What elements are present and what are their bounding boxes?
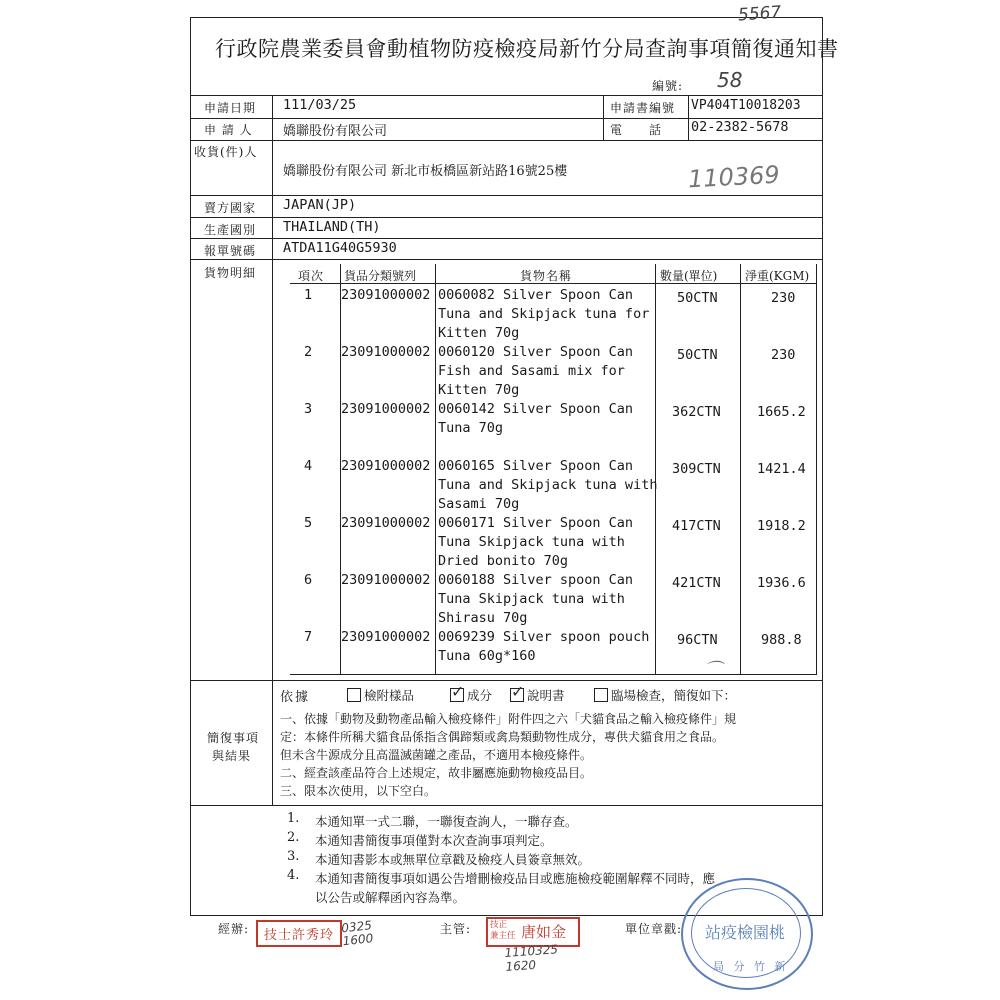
row-name: Fish and Sasami mix for [438,363,625,379]
checkbox-ingredients [450,688,464,702]
reply-line: 但未含牛源成分且高溫滅菌罐之產品，不適用本檢疫條件。 [280,748,593,762]
row-weight: 1421.4 [757,461,806,477]
row-name: 0060171 Silver Spoon Can [438,515,634,531]
supervisor-stamp-title: 技正 兼主任 [490,920,516,941]
unit-seal-label: 單位章戳: [625,922,683,936]
row-qty: 96CTN [677,632,718,648]
row-weight: 230 [771,290,796,306]
unit-seal [681,878,813,990]
row-name: 0060082 Silver Spoon Can [438,287,634,303]
note-number: 4. [287,868,300,883]
row-code: 23091000002 [341,458,431,474]
supervisor-handwritten: 1110325 1620 [504,942,559,974]
supervisor-stamp [486,917,580,947]
note-text: 本通知書簡復事項僅對本次查詢事項判定。 [315,833,553,848]
option-label: 說明書 [527,688,565,703]
app-no-label: 申請書編號 [610,101,676,115]
note-number: 2. [287,830,300,845]
col-header-code: 貨品分類號列 [344,269,417,283]
row-name: Shirasu 70g [438,610,528,626]
row-no: 5 [304,515,313,531]
handler-handwritten: 0325 1600 [340,918,374,949]
seal-bottom-text: 局 分 竹 新 [713,960,789,973]
basis-option-ingredients [450,686,492,704]
row-name: Tuna 60g*160 [438,648,536,664]
row-code: 23091000002 [341,344,431,360]
row-qty: 309CTN [672,461,721,477]
note-text: 本通知單一式二聯，一聯復查詢人，一聯存查。 [315,814,578,829]
row-name: 0069239 Silver spoon pouch [438,629,650,645]
handwritten-number: 5567 [737,2,782,26]
row-code: 23091000002 [341,629,431,645]
col-header-qty: 數量(單位) [660,269,718,283]
applicant-label: 申 請 人 [204,123,253,137]
row-no: 2 [304,344,313,360]
serial-label: 編號: [652,79,684,93]
option-label: 檢附樣品 [364,688,415,703]
note-text: 本通知書影本或無單位章戳及檢疫人員簽章無效。 [315,852,591,867]
reply-line: 二、經查該產品符合上述規定，故非屬應施動物檢疫品目。 [280,766,593,780]
row-name: Sasami 70g [438,496,520,512]
apply-date-value: 111/03/25 [283,97,357,113]
serial-value: 58 [717,68,743,92]
rule [435,264,436,674]
row-name: Kitten 70g [438,382,520,398]
goods-label: 貨物明細 [204,266,257,280]
basis-label: 依據 [280,690,311,705]
rule [272,95,273,805]
page-title: 行政院農業委員會動植物防疫檢疫局新竹分局查詢事項簡復通知書 [215,37,839,61]
row-name: 0060120 Silver Spoon Can [438,344,634,360]
option-label: 成分 [467,688,493,703]
phone-value: 02-2382-5678 [691,119,789,135]
row-no: 6 [304,572,313,588]
row-name: Tuna Skipjack tuna with [438,591,625,607]
rule [190,140,822,141]
reply-label: 簡復事項 [207,731,260,745]
row-qty: 362CTN [672,404,721,420]
basis-option-inspection [594,686,736,704]
handler-stamp: 技士許秀玲 [256,920,342,947]
row-no: 7 [304,629,313,645]
origin-label: 生產國別 [204,223,257,237]
row-no: 3 [304,401,313,417]
row-code: 23091000002 [341,287,431,303]
consignee-value: 嬌聯股份有限公司 新北市板橋區新站路16號25樓 [283,164,568,179]
declaration-label: 報單號碼 [204,244,257,258]
option-label: 臨場檢查，簡復如下： [611,688,737,703]
row-weight: 1936.6 [757,575,806,591]
reply-line: 定：本條件所稱犬貓食品係指含偶蹄類或禽鳥類動物性成分，專供犬貓食用之食品。 [280,730,725,744]
seller-country-value: JAPAN(JP) [283,197,357,213]
reply-label: 與結果 [212,749,252,763]
col-header-no: 項次 [298,269,325,283]
row-no: 1 [304,287,313,303]
applicant-value: 嬌聯股份有限公司 [283,124,388,139]
rule [655,264,656,674]
rule [740,264,741,674]
row-code: 23091000002 [341,401,431,417]
handler-label: 經辦: [218,922,250,936]
col-header-name: 貨物名稱 [520,269,573,283]
reply-line: 三、限本次使用，以下空白。 [280,784,437,798]
row-weight: 988.8 [761,632,802,648]
row-code: 23091000002 [341,572,431,588]
pen-mark: ⌒ [704,660,722,681]
app-no-value: VP404T10018203 [691,98,801,113]
note-number: 1. [287,811,300,826]
row-name: Dried bonito 70g [438,553,569,569]
apply-date-label: 申請日期 [204,101,257,115]
checkbox-manual [510,688,524,702]
basis-option-sample [347,686,414,704]
declaration-value: ATDA11G40G5930 [283,240,397,256]
row-name: Tuna 70g [438,420,504,436]
supervisor-label: 主管: [440,922,472,936]
origin-value: THAILAND(TH) [283,219,381,235]
row-code: 23091000002 [341,515,431,531]
row-qty: 50CTN [677,290,718,306]
rule [603,95,604,140]
note-text: 本通知書簡復事項如遇公告增刪檢疫品目或應施檢疫範圍解釋不同時，應 [315,871,716,886]
col-header-weight: 淨重(KGM) [745,269,810,283]
row-qty: 417CTN [672,518,721,534]
seal-text: 站疫檢園桃 [705,923,786,942]
supervisor-stamp-name: 唐如金 [521,923,567,941]
basis-option-manual [510,686,565,704]
reply-line: 一、依據「動物及動物產品輸入檢疫條件」附件四之六「犬貓食品之輸入檢疫條件」規 [280,712,737,726]
row-name: Tuna Skipjack tuna with [438,534,625,550]
rule [190,805,822,806]
consignee-label: 收貨(件)人 [194,145,258,159]
row-name: 0060188 Silver spoon Can [438,572,634,588]
row-weight: 1665.2 [757,404,806,420]
row-name: Tuna and Skipjack tuna with [438,477,658,493]
row-name: 0060165 Silver Spoon Can [438,458,634,474]
checkbox-sample [347,688,361,702]
row-no: 4 [304,458,313,474]
rule [688,95,689,140]
row-weight: 1918.2 [757,518,806,534]
phone-label: 電 話 [610,123,663,137]
row-qty: 421CTN [672,575,721,591]
seller-country-label: 賣方國家 [204,201,257,215]
row-qty: 50CTN [677,347,718,363]
row-weight: 230 [771,347,796,363]
rule [190,680,822,681]
consignee-handwritten: 110369 [687,160,781,194]
row-name: 0060142 Silver Spoon Can [438,401,634,417]
rule [190,259,822,260]
row-name: Kitten 70g [438,325,520,341]
note-text: 以公告或解釋函內容為準。 [315,890,466,905]
checkbox-inspection [594,688,608,702]
row-name: Tuna and Skipjack tuna for [438,306,650,322]
note-number: 3. [287,849,300,864]
